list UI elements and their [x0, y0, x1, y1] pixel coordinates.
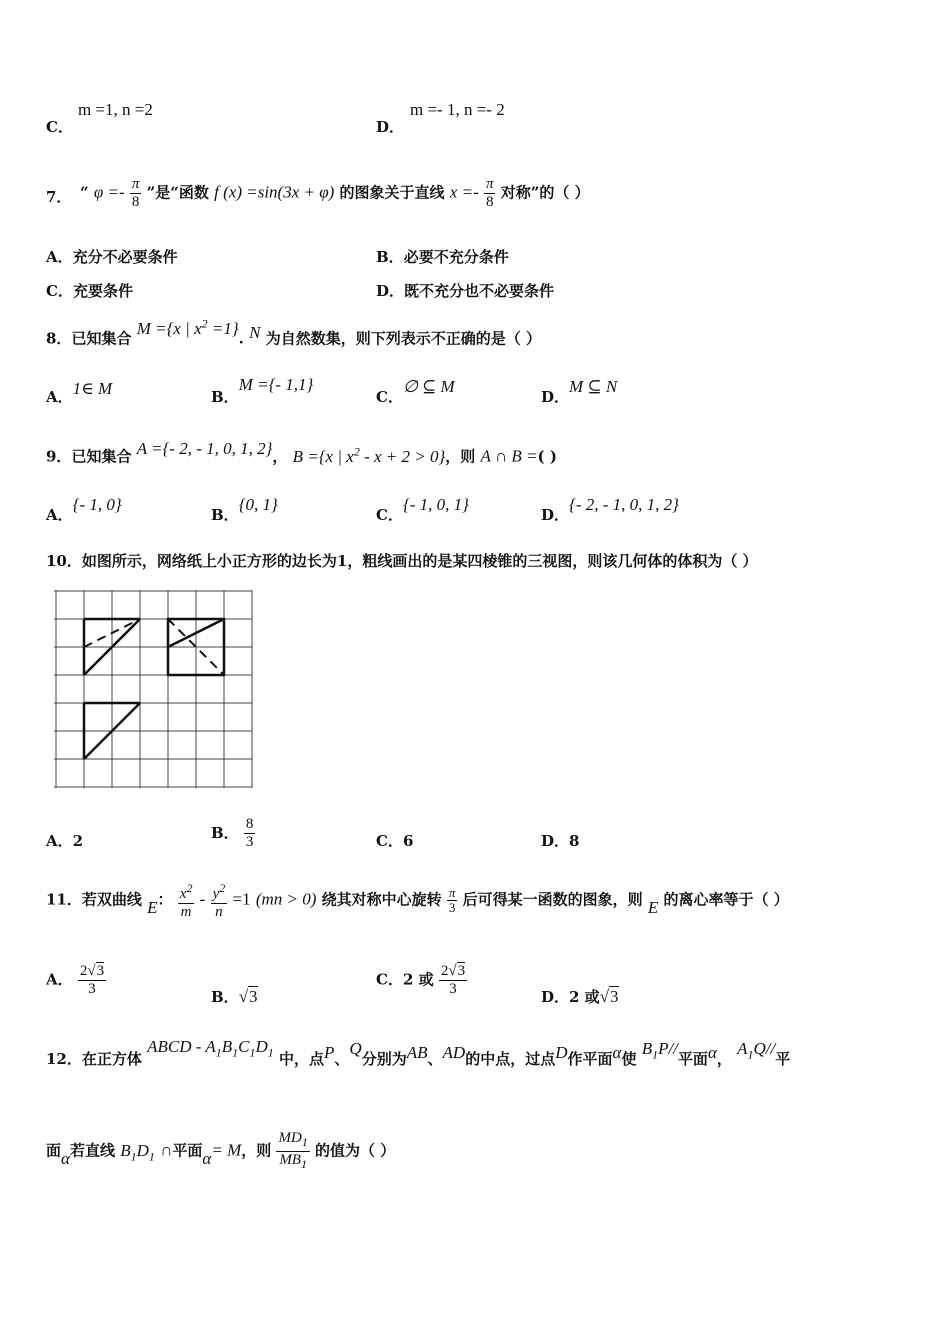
q10-option-d[interactable]: D．8 [541, 832, 580, 850]
q7-stem [80, 176, 590, 211]
option-label: D． [376, 118, 405, 136]
option-math: m =1, n =2 [78, 100, 153, 119]
q8-text2: 为自然数集，则下列表示不正确的是（ ） [265, 329, 541, 348]
e-symbol: E [147, 897, 158, 917]
q11-option-c[interactable]: C．2 或 $\frac{2√3}{3}$ [376, 963, 466, 997]
q7-option-c[interactable]: C．充要条件 [46, 282, 133, 300]
q9-option-d[interactable]: D．{- 2, - 1, 0, 1, 2} [541, 495, 679, 524]
quote: “ [80, 183, 89, 202]
question-12: 12．在正方体 ABCD - $A_1B_1C_1D_1$ 中，点P、Q分别为AB、AD的中点，过点D作平面α使 $B_1P//$平面α， $A_1Q//$平 [46, 1037, 791, 1068]
condition: (mn > 0) [255, 889, 317, 909]
q11-text3: 后可得某一函数的图象，则 [462, 890, 643, 909]
md1-over-mb1: $\frac{MD_1}{MB_1}$ [278, 1130, 308, 1171]
x2-over-m: $\frac{x^2}{m}$ [179, 881, 193, 920]
pi-over-8-2: $\frac{\pi}{8}$ [485, 176, 494, 210]
q9-option-c[interactable]: C．{- 1, 0, 1} [376, 495, 469, 524]
q7-text2: 的图象关于直线 [339, 183, 445, 202]
q11-option-d[interactable]: D．2 或√3 [541, 987, 619, 1006]
question-number: 11． [46, 890, 82, 909]
q8-option-d[interactable]: D．M ⊆ N [541, 377, 618, 406]
q10-option-c[interactable]: C．6 [376, 832, 414, 850]
a-cap-b: A ∩ B = [480, 446, 538, 466]
pi-over-3: $\frac{\pi}{3}$ [448, 885, 456, 915]
two-root3-over-3: $\frac{2√3}{3}$ [79, 963, 105, 997]
q7-option-b[interactable]: B．必要不充分条件 [376, 248, 509, 266]
q10-option-b[interactable]: B． $\frac{8}{3}$ [211, 816, 254, 850]
question-8: 8．已知集合 M ={x | $x^2 =1$}. N 为自然数集，则下列表示不正确的是（ ） [46, 316, 541, 348]
q9-option-b[interactable]: B．{0, 1} [211, 495, 278, 524]
set-a: A ={- 2, - 1, 0, 1, 2} [136, 438, 273, 458]
question-10 [46, 550, 758, 571]
q8-option-c[interactable]: C．∅ ⊆ M [376, 377, 455, 406]
q11-text4: 的离心率等于（ ） [663, 890, 789, 909]
q7-end: 对称”的（ ） [500, 183, 590, 202]
q9-text1: 已知集合 [71, 447, 132, 466]
question-number: 7． [46, 188, 72, 206]
question-number: 9． [46, 447, 72, 466]
q6-option-c[interactable] [46, 100, 153, 137]
q7-option-d[interactable]: D．既不充分也不必要条件 [376, 282, 555, 300]
q7-text1: ”是“函数 [146, 183, 209, 202]
q8-option-b[interactable]: B．M ={- 1,1} [211, 375, 314, 406]
question-9: 9．已知集合 A ={- 2, - 1, 0, 1, 2}， B ={x | $x^2 - x + 2 > 0$}，则 A ∩ B =( ) [46, 438, 557, 466]
q12-line2: 面α若直线 $B_1D_1$ ∩平面α= M，则 $\frac{MD_1}{MB_1}$ 的值为（ ） [46, 1130, 396, 1171]
q7-function: f (x) =sin(3x + φ) [214, 182, 335, 202]
set-m: M ={x | $x^2 =1$} [136, 316, 239, 338]
q11-option-b[interactable]: B．√3 [211, 987, 258, 1006]
set-b: B ={x | $x^2 - x + 2 > 0$} [292, 444, 446, 466]
q11-text2: 绕其对称中心旋转 [321, 890, 442, 909]
q10-option-a[interactable]: A．2 [46, 832, 84, 850]
q8-option-a[interactable]: A．1∈ M [46, 379, 113, 406]
phi-lhs: φ =- [93, 182, 125, 202]
line-lhs: x =- [449, 182, 479, 202]
three-view-figure [52, 588, 254, 792]
q8-text1: 已知集合 [71, 329, 132, 348]
set-n: N [249, 322, 261, 342]
question-number: 12． [46, 1050, 82, 1068]
option-math: m =- 1, n =- 2 [410, 100, 505, 119]
pi-over-8: $\frac{\pi}{8}$ [131, 176, 140, 210]
question-7 [46, 186, 71, 207]
option-label: C． [46, 118, 73, 136]
q11-text1: 若双曲线 [81, 890, 142, 909]
question-number: 10． [46, 552, 82, 570]
q12-text1: 在正方体 [81, 1050, 142, 1068]
q7-option-a[interactable]: A．充分不必要条件 [46, 248, 178, 266]
q9-option-a[interactable]: A．{- 1, 0} [46, 495, 122, 524]
q6-option-d[interactable] [376, 100, 505, 137]
q10-text: 如图所示，网络纸上小正方形的边长为1，粗线画出的是某四棱锥的三视图，则该几何体的体积为（ ） [81, 552, 758, 570]
question-11: 11．若双曲线 E： $\frac{x^2}{m}$ - $\frac{y^2}{n}$ =1 (mn > 0) 绕其对称中心旋转 $\frac{\pi}{3}$ 后可得某一函数的图象，则 E 的离心率等于（ ） [46, 881, 789, 920]
y2-over-n: $\frac{y^2}{n}$ [212, 881, 226, 920]
q11-option-a[interactable]: A． $\frac{2√3}{3}$ [46, 963, 105, 997]
eight-thirds: $\frac{8}{3}$ [245, 816, 254, 850]
two-root3-over-3: $\frac{2√3}{3}$ [440, 963, 466, 997]
cube-name: ABCD - $A_1B_1C_1D_1$ [147, 1037, 274, 1060]
question-number: 8． [46, 329, 72, 348]
